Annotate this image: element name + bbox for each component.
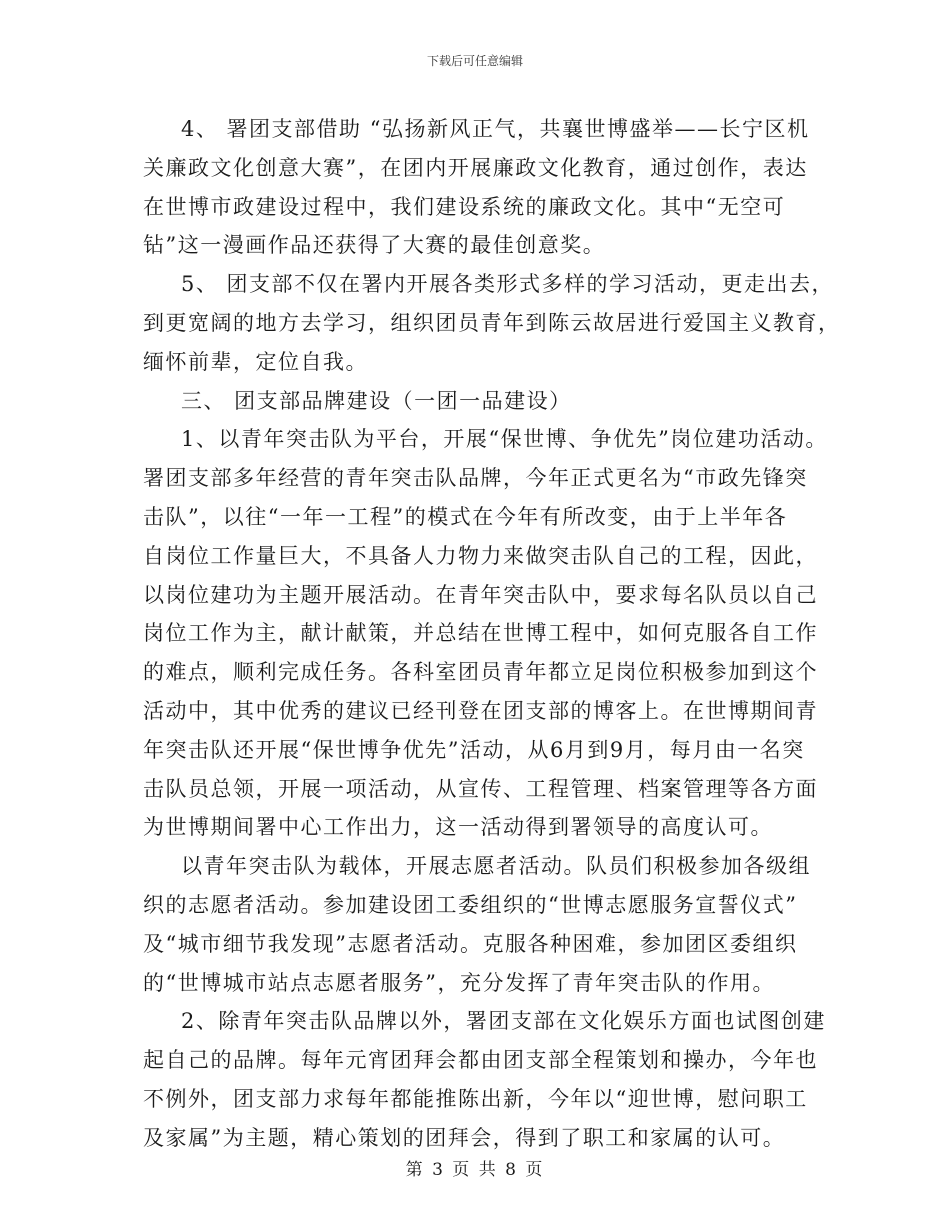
text-line: 缅怀前辈，定位自我。 bbox=[143, 349, 368, 374]
document-body bbox=[143, 110, 841, 1158]
text-line: 署团支部多年经营的青年突击队品牌，今年正式更名为“市政先锋突 bbox=[143, 466, 808, 491]
text-line: 到更宽阔的地方去学习，组织团员青年到陈云故居进行爱国主义教育， bbox=[143, 310, 841, 335]
text-line: 击队员总领，开展一项活动，从宣传、工程管理、档案管理等各方面 bbox=[143, 776, 818, 801]
text-line: 年突击队还开展“保世博争优先”活动，从6月到9月，每月由一名突 bbox=[143, 737, 805, 762]
text-line: 以青年突击队为载体，开展志愿者活动。队员们积极参加各级组 bbox=[181, 854, 811, 879]
text-line: 关廉政文化创意大赛”，在团内开展廉政文化教育，通过创作，表达 bbox=[143, 155, 808, 180]
text-line: 1、以青年突击队为平台，开展“保世博、争优先”岗位建功活动。 bbox=[181, 427, 828, 452]
text-line: 自岗位工作量巨大，不具备人力物力来做突击队自己的工程，因此， bbox=[143, 543, 818, 568]
text-line: 起自己的品牌。每年元宵团拜会都由团支部全程策划和操办，今年也 bbox=[143, 1048, 818, 1073]
text-line: 织的志愿者活动。参加建设团工委组织的“世博志愿服务宣誓仪式” bbox=[143, 892, 798, 917]
text-line: 5、 团支部不仅在署内开展各类形式多样的学习活动，更走出去， bbox=[181, 272, 835, 297]
text-line: 不例外，团支部力求每年都能推陈出新，今年以“迎世博，慰问职工 bbox=[143, 1086, 808, 1111]
text-line: 的难点，顺利完成任务。各科室团员青年都立足岗位积极参加到这个 bbox=[143, 660, 818, 685]
text-line: 三、 团支部品牌建设（一团一品建设） bbox=[181, 388, 572, 413]
text-line: 岗位工作为主，献计献策，并总结在世博工程中，如何克服各自工作 bbox=[143, 621, 818, 646]
text-line: 4、 署团支部借助 “弘扬新风正气，共襄世博盛举——长宁区机 bbox=[181, 117, 810, 141]
text-line: 击队”，以往“一年一工程”的模式在今年有所改变，由于上半年各 bbox=[143, 504, 788, 529]
text-line: 钻”这一漫画作品还获得了大赛的最佳创意奖。 bbox=[143, 233, 606, 258]
text-line: 及“城市细节我发现”志愿者活动。克服各种困难，参加团区委组织 bbox=[143, 931, 798, 956]
page-header: 下载后可任意编辑 bbox=[426, 54, 523, 68]
text-line: 以岗位建功为主题开展活动。在青年突击队中，要求每名队员以自己 bbox=[143, 582, 818, 607]
text-line: 活动中，其中优秀的建议已经刊登在团支部的博客上。在世博期间青 bbox=[143, 698, 818, 723]
text-line: 为世博期间署中心工作出力，这一活动得到署领导的高度认可。 bbox=[143, 815, 773, 840]
text-line: 的“世博城市站点志愿者服务”，充分发挥了青年突击队的作用。 bbox=[143, 970, 775, 995]
page-number-footer: 第 3 页 共 8 页 bbox=[405, 1160, 545, 1180]
text-line: 2、除青年突击队品牌以外，署团支部在文化娱乐方面也试图创建 bbox=[181, 1009, 826, 1034]
text-line: 及家属”为主题，精心策划的团拜会，得到了职工和家属的认可。 bbox=[143, 1125, 786, 1150]
text-line: 在世博市政建设过程中，我们建设系统的廉政文化。其中“无空可 bbox=[143, 194, 786, 219]
